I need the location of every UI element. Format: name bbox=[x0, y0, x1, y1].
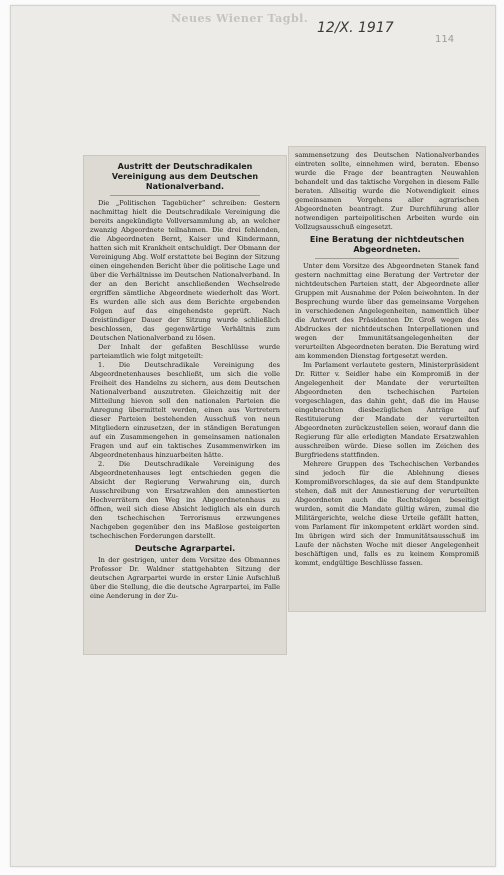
article-headline: Austritt der Deutschradikalen Vereinigung aus dem Deutschen Nationalverband. bbox=[111, 162, 259, 191]
article-paragraph: In der gestrigen, unter dem Vorsitze des Obmannes Professor Dr. Waldner stattgehabten Sitzung der deutschen Agrarpartei wurde in erster Linie Aufschluß über die Stellung, die die deutsche Agrarpartei, im Falle eine Aenderung in der Zu- bbox=[90, 556, 280, 600]
newspaper-masthead: Neues Wiener Tagbl. bbox=[171, 12, 309, 25]
subheadline-divider bbox=[315, 258, 459, 259]
page-number: 114 bbox=[435, 34, 455, 45]
article-paragraph: Der Inhalt der gefaßten Beschlüsse wurde parteiamtlich wie folgt mitgeteilt: bbox=[90, 343, 280, 360]
article-paragraph: 1. Die Deutschradikale Vereinigung des Abgeordnetenhauses beschließt, um sich die volle Freiheit des Handelns zu sichern, aus dem Deutschen Nationalverband auszutreten. Gleichzeitig mit der Mitteilung hievon soll den nationalen Parteien die Anregung übermittelt werden, einen aus Vertretern dieser Parteien bestehenden Ausschuß von neun Mitgliedern einzusetzen, der in ständigen Beratungen auf ein Zusammengehen in gemeinsamen nationalen Fragen und auf ein taktisches Zusammenwirken im Abgeordnetenhaus hinzuarbeiten hätte. bbox=[90, 361, 280, 459]
article-paragraph: 2. Die Deutschradikale Vereinigung des Abgeordnetenhauses legt entschieden gegen die Absicht der Regierung Verwahrung ein, durch Ausschreibung von Ersatzwahlen den amnestierten Hochverrätern den Weg ins Abgeordnetenhaus zu öffnen, weil sich diese Absicht lediglich als ein durch den tschechischen Terrorismus erzwungenes Nachgeben gegenüber den ins Maßlose gesteigerten tschechischen Forderungen darstellt. bbox=[90, 460, 280, 540]
right-article-column bbox=[288, 146, 486, 612]
headline-divider bbox=[110, 195, 260, 196]
article-paragraph: Unter dem Vorsitze des Abgeordneten Stanek fand gestern nachmittag eine Beratung der Vertreter der nichtdeutschen Parteien statt, der Abgeordnete aller Gruppen mit Ausnahme der Polen beiwohnten. In der Besprechung wurde über das gemeinsame Vorgehen in verschiedenen Angelegenheiten, namentlich über die Antwort des Präsidenten Dr. Groß wegen des Abdruckes der nichtdeutschen Interpellationen und wegen der Immunitätsangelegenheiten der verurteilten Abgeordneten beraten. Die Beratung wird am kommenden Dienstag fortgesetzt werden. bbox=[295, 262, 479, 360]
section-subheadline: Deutsche Agrarpartei. bbox=[134, 544, 236, 553]
section-subheadline: Eine Beratung der nichtdeutschen Abgeordneten. bbox=[309, 235, 465, 254]
left-article-column bbox=[83, 155, 287, 655]
article-paragraph: Mehrere Gruppen des Tschechischen Verbandes sind jedoch für die Ablehnung dieses Kompromißvorschlages, da sie auf dem Standpunkte stehen, daß mit der Amnestierung der verurteilten Abgeordneten auch die Rechtsfolgen beseitigt wurden, somit die Mandate gültig wären, zumal die Militärgerichte, welche diese Urteile gefällt hatten, vom Parlament für inkompetent erklärt worden sind. Im übrigen wird sich der Immunitätsausschuß im Laufe der nächsten Woche mit dieser Angelegenheit beschäftigen und, falls es zu keinem Kompromiß kommt, endgültige Beschlüsse fassen. bbox=[295, 460, 479, 567]
handwritten-date: 12/X. 1917 bbox=[317, 20, 394, 36]
article-paragraph: Im Parlament verlautete gestern, Ministerpräsident Dr. Ritter v. Seidler habe ein Kompromiß in der Angelegenheit der Mandate der verurteilten Abgeordneten den tschechischen Parteien vorgeschlagen, das dahin geht, daß die im Hause eingebrachten diesbezüglichen Anträge auf Restituierung der Mandate der verurteilten Abgeordneten zurückzustellen seien, worauf dann die Regierung für alle erledigten Mandate Ersatzwahlen ausschreiben würde. Diese sollen im Zeichen des Burgfriedens stattfinden. bbox=[295, 361, 479, 459]
article-paragraph: sammensetzung des Deutschen Nationalverbandes eintreten sollte, einnehmen wird, beraten. Ebenso wurde die Frage der beantragten Neuwahlen behandelt und das taktische Vorgehen in diesem Falle beraten. Allseitig wurde die Notwendigkeit eines gemeinsamen Vorgehens aller agrarischen Abgeordneten beantragt. Zur Durchführung aller notwendigen parteipolitischen Arbeiten wurde ein Vollzugsausschuß eingesetzt. bbox=[295, 151, 479, 231]
article-paragraph: Die „Politischen Tagebücher“ schreiben: Gestern nachmittag hielt die Deutschradikale Vereinigung die bereits angekündigte Vollversammlung ab, an welcher zwanzig Abgeordnete teilnahmen. Die drei fehlenden, die Abgeordneten Bernt, Kaiser und Kindermann, hatten sich mit Krankheit entschuldigt. Der Obmann der Vereinigung Abg. Wolf erstattete bei Beginn der Sitzung einen eingehenden Bericht über die politische Lage und über die Verhältnisse im Deutschen Nationalverband. In der an den Bericht anschließenden Wechselrede ergriffen sämtliche Abgeordnete wiederholt das Wort. Es wurden alle sich aus dem Berichte ergebenden Folgen auf das eingehendste geprüft. Nach dreistündiger Dauer der Sitzung wurde schließlich beschlossen, das gegenwärtige Verhältnis zum Deutschen Nationalverband zu lösen. bbox=[90, 199, 280, 342]
